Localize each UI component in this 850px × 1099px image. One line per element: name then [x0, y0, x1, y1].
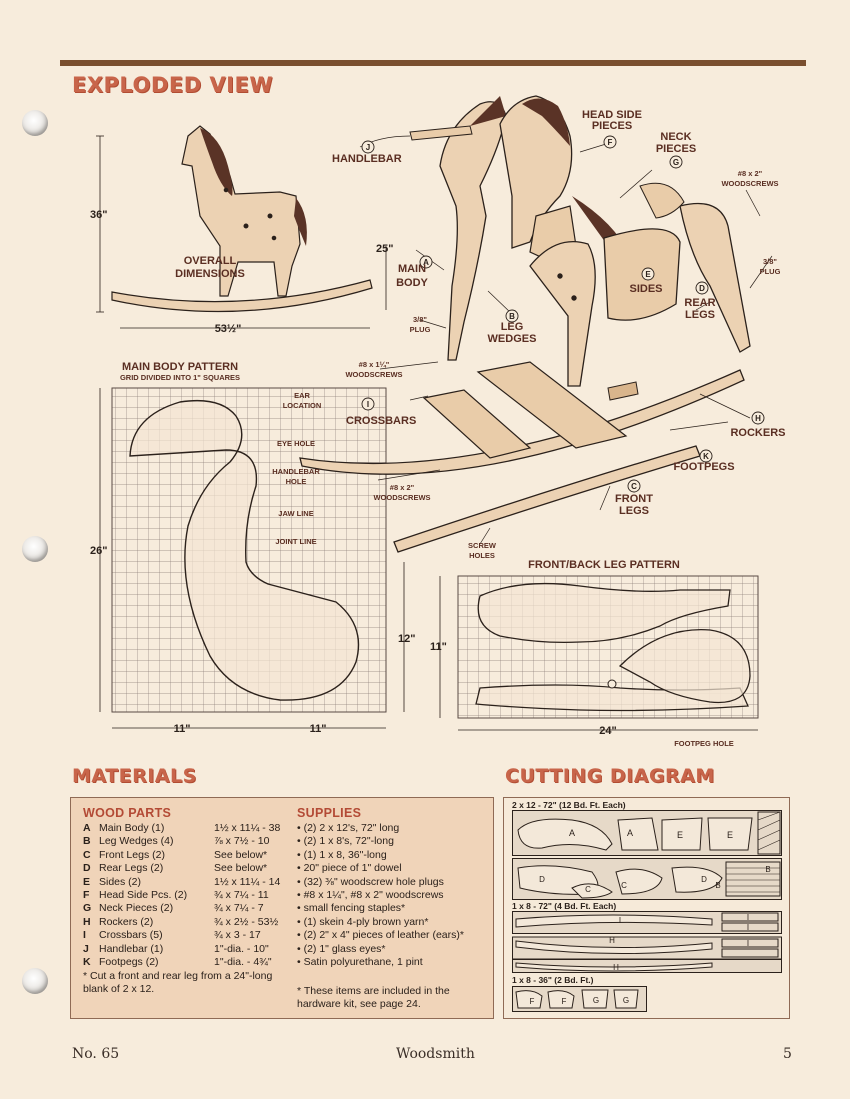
supply-text: (32) ⅜" woodscrew hole plugs [303, 875, 444, 888]
wood-part-name: Rear Legs (2) [99, 862, 164, 875]
wood-part-row [83, 956, 272, 969]
cut-letter-e2: E [726, 830, 734, 840]
bullet: • [297, 835, 304, 848]
bullet: • [297, 915, 304, 928]
part-letter-h: H [755, 414, 761, 423]
label-neck-1: NECK [660, 131, 692, 143]
label-woodscrews-2-bottom-2: WOODSCREWS [373, 493, 431, 502]
wood-part-letter: D [83, 862, 91, 875]
cut-letter-e1: E [676, 830, 684, 840]
supply-item [297, 849, 387, 862]
wood-part-name: Handlebar (1) [99, 942, 164, 955]
exploded-view-drawing [60, 66, 806, 756]
label-woodscrews-114-2: WOODSCREWS [345, 370, 403, 379]
wood-part-size: 1"-dia. - 10" [214, 942, 269, 955]
label-rear-legs-1: REAR [684, 297, 716, 309]
wood-part-letter: G [83, 902, 92, 915]
binder-hole-top [22, 110, 48, 136]
bullet: • [297, 848, 304, 861]
supply-text: (2) 2" x 4" pieces of leather (ears)* [303, 929, 464, 942]
supply-item [297, 835, 394, 848]
label-screw-holes-1: SCREW [468, 541, 496, 550]
cut-letter-b2: B [765, 865, 771, 874]
label-eye-hole: EYE HOLE [277, 439, 315, 448]
bullet: • [297, 862, 304, 875]
cut-letter-i4: I [746, 939, 750, 948]
label-main-body-2: BODY [396, 277, 428, 289]
wood-part-name: Head Side Pcs. (2) [99, 889, 188, 901]
label-woodscrews-114-1: #8 x 1¼" [358, 360, 390, 369]
board-1-label: 2 x 12 - 72" (12 Bd. Ft. Each) [512, 800, 626, 810]
footer-magazine: Woodsmith [396, 1046, 475, 1062]
wood-part-size: ¾ x 7¼ - 11 [214, 889, 269, 901]
bullet: • [297, 889, 304, 901]
wood-part-name: Sides (2) [99, 875, 142, 888]
wood-part-row [83, 929, 261, 942]
supply-item [297, 862, 402, 875]
bullet: • [297, 929, 304, 942]
wood-part-row [83, 822, 280, 835]
board-3-label: 1 x 8 - 36" (2 Bd. Ft.) [512, 975, 594, 985]
supply-text: #8 x 1¼", #8 x 2" woodscrews [303, 889, 444, 901]
dim-neck-height: 12" [398, 633, 416, 645]
wood-part-size: See below* [214, 848, 268, 861]
bullet: • [297, 822, 304, 834]
wood-part-name: Front Legs (2) [99, 848, 165, 861]
footer-issue: No. 65 [72, 1046, 120, 1062]
part-letter-d: D [699, 284, 705, 293]
bullet: • [297, 902, 304, 915]
supplies-heading: SUPPLIES [297, 806, 362, 820]
wood-part-name: Footpegs (2) [99, 956, 159, 968]
bullet: • [297, 956, 304, 968]
part-letter-a: A [423, 258, 429, 267]
label-handlebar-hole-1: HANDLEBAR [272, 467, 320, 476]
label-woodscrews-2-right-1: #8 x 2" [737, 169, 763, 178]
wood-part-name: Rockers (2) [99, 915, 154, 928]
supplies-note: * These items are included in the hardware kit, see page 24. [297, 985, 450, 1010]
label-head-side-1: HEAD SIDE [582, 109, 642, 121]
wood-part-row [83, 943, 269, 956]
label-main-body-1: MAIN [397, 263, 427, 275]
cut-letter-g1: G [592, 996, 600, 1005]
binder-hole-middle [22, 536, 48, 562]
wood-part-size: 1½ x 11¼ - 38 [214, 822, 281, 834]
supply-text: 20" piece of 1" dowel [303, 862, 402, 875]
dim-body-width-left: 11" [173, 723, 191, 735]
label-front-legs-2: LEGS [619, 505, 649, 517]
wood-part-letter: J [83, 942, 89, 955]
cut-letter-i1: I [618, 916, 622, 925]
supply-text: (2) 1" glass eyes* [303, 942, 386, 955]
main-body-pattern-subtitle: GRID DIVIDED INTO 1" SQUARES [119, 373, 241, 382]
wood-part-letter: K [83, 956, 91, 968]
label-plug-left-2: PLUG [409, 325, 431, 334]
cutting-diagram-box [503, 797, 790, 1019]
exploded-view-title: EXPLODED VIEW [72, 73, 274, 97]
wood-part-letter: H [83, 915, 91, 928]
label-plug-right-2: PLUG [759, 267, 781, 276]
dim-body-height: 26" [90, 545, 108, 557]
wood-part-size: See below* [214, 862, 268, 875]
label-neck-2: PIECES [655, 143, 697, 155]
wood-part-letter: A [83, 822, 91, 834]
supply-text: Satin polyurethane, 1 pint [303, 956, 423, 968]
cut-letter-f2: F [561, 997, 567, 1006]
label-footpeg-hole: FOOTPEG HOLE [674, 739, 734, 748]
leg-pattern [440, 576, 758, 730]
label-handlebar-hole-2: HOLE [285, 477, 307, 486]
board-1b-diagram [512, 858, 782, 900]
label-plug-left-1: 3/8" [413, 315, 427, 324]
supply-text: (2) 1 x 8's, 72"-long [303, 835, 394, 848]
cut-letter-b1: B [715, 881, 721, 890]
wood-part-letter: E [83, 875, 91, 888]
wood-part-letter: B [83, 835, 91, 848]
cut-letter-a1: A [568, 828, 576, 838]
footer-page-number: 5 [783, 1046, 792, 1062]
label-leg-wedges-1: LEG [500, 321, 524, 333]
bullet: • [297, 942, 304, 955]
supply-text: small fencing staples* [303, 902, 406, 915]
wood-part-row [83, 849, 267, 862]
label-sides: SIDES [629, 283, 663, 295]
label-jaw-line: JAW LINE [278, 509, 314, 518]
wood-part-name: Crossbars (5) [99, 929, 163, 942]
main-body-pattern-title: MAIN BODY PATTERN [121, 361, 239, 373]
dim-overall-length: 53½" [214, 323, 242, 335]
wood-parts-heading: WOOD PARTS [83, 806, 172, 820]
supply-item [297, 943, 386, 956]
part-letter-i: I [366, 400, 370, 409]
label-plug-right-1: 3/8" [763, 257, 777, 266]
binder-hole-bottom [22, 968, 48, 994]
part-letter-b: B [509, 312, 515, 321]
wood-part-size: 1"-dia. - 4¾" [214, 956, 272, 968]
part-letter-e: E [645, 270, 651, 279]
board-1-diagram [512, 810, 782, 856]
bullet: • [297, 875, 304, 888]
wood-part-size: ⅞ x 7½ - 10 [214, 835, 270, 848]
main-body-pattern [100, 388, 404, 728]
supply-text: (1) skein 4-ply brown yarn* [303, 915, 429, 928]
cut-letter-c2: C [621, 881, 627, 890]
wood-part-size: 1½ x 11¼ - 14 [214, 875, 281, 888]
wood-part-size: ¾ x 7¼ - 7 [214, 902, 264, 915]
wood-part-name: Main Body (1) [99, 822, 165, 834]
wood-part-name: Neck Pieces (2) [99, 902, 174, 915]
part-letter-k: K [703, 452, 709, 461]
wood-part-letter: I [83, 929, 86, 942]
cut-letter-i2: I [746, 913, 750, 922]
board-2-diagram [512, 911, 782, 961]
part-letter-c: C [631, 482, 637, 491]
wood-part-row [83, 876, 280, 889]
part-letter-j: J [365, 143, 371, 152]
materials-title: MATERIALS [72, 765, 197, 787]
label-rear-legs-2: LEGS [685, 309, 715, 321]
wood-part-row [83, 862, 267, 875]
label-ear-2: LOCATION [282, 401, 322, 410]
wood-part-letter: C [83, 848, 91, 861]
overall-caption-1: OVERALL [183, 255, 237, 267]
dim-leg-height: 11" [430, 641, 447, 653]
cut-letter-d1: D [539, 875, 545, 884]
label-woodscrews-2-right-2: WOODSCREWS [721, 179, 779, 188]
part-letter-f: F [607, 138, 613, 147]
dim-body-width-right: 11" [309, 723, 327, 735]
supply-item [297, 822, 399, 835]
label-rockers: ROCKERS [730, 427, 786, 439]
label-front-legs-1: FRONT [615, 493, 653, 505]
cut-letter-d2: D [701, 875, 707, 884]
dim-overall-height: 36" [90, 209, 108, 221]
wood-part-size: ¾ x 3 - 17 [214, 929, 261, 942]
wood-part-name: Leg Wedges (4) [99, 835, 174, 848]
board-2b-diagram [512, 959, 782, 973]
label-joint-line: JOINT LINE [275, 537, 317, 546]
wood-part-row [83, 916, 278, 929]
wood-part-size: ¾ x 2½ - 53½ [214, 915, 279, 928]
part-letter-g: G [672, 158, 680, 167]
label-handlebar: HANDLEBAR [332, 153, 402, 165]
label-woodscrews-2-bottom-1: #8 x 2" [389, 483, 415, 492]
supply-item [297, 929, 464, 942]
supply-item [297, 916, 428, 929]
cut-letter-c1: C [585, 885, 591, 894]
supply-item [297, 902, 405, 915]
dim-leg-width: 24" [599, 725, 617, 737]
supply-item [297, 876, 444, 889]
wood-part-letter: F [83, 889, 90, 901]
supply-item [297, 889, 444, 902]
dim-seat-height: 25" [376, 243, 394, 255]
label-footpegs: FOOTPEGS [673, 461, 735, 473]
cut-letter-g2: G [622, 996, 630, 1005]
cut-letter-h1: H [609, 936, 615, 945]
supply-item [297, 956, 423, 969]
cut-letter-i3: I [746, 923, 750, 932]
leg-pattern-title: FRONT/BACK LEG PATTERN [528, 559, 680, 571]
cutting-diagram-title: CUTTING DIAGRAM [505, 765, 715, 787]
label-ear-1: EAR [294, 391, 310, 400]
supply-text: (1) 1 x 8, 36"-long [303, 848, 387, 861]
cut-letter-f1: F [529, 997, 535, 1006]
cut-letter-a2: A [626, 828, 634, 838]
label-screw-holes-2: HOLES [469, 551, 495, 560]
wood-parts-note: * Cut a front and rear leg from a 24"-long blank of 2 x 12. [83, 970, 273, 995]
label-crossbars: CROSSBARS [346, 415, 417, 427]
board-3-diagram [512, 986, 647, 1012]
supply-text: (2) 2 x 12's, 72" long [303, 822, 400, 834]
materials-box [70, 797, 494, 1019]
wood-part-row [83, 835, 269, 848]
cut-letter-h2: H [613, 963, 619, 972]
label-leg-wedges-2: WEDGES [487, 333, 537, 345]
board-2-label: 1 x 8 - 72" (4 Bd. Ft. Each) [512, 901, 617, 911]
wood-part-row [83, 902, 264, 915]
label-head-side-2: PIECES [591, 120, 633, 132]
overall-caption-2: DIMENSIONS [175, 268, 245, 280]
wood-part-row [83, 889, 269, 902]
